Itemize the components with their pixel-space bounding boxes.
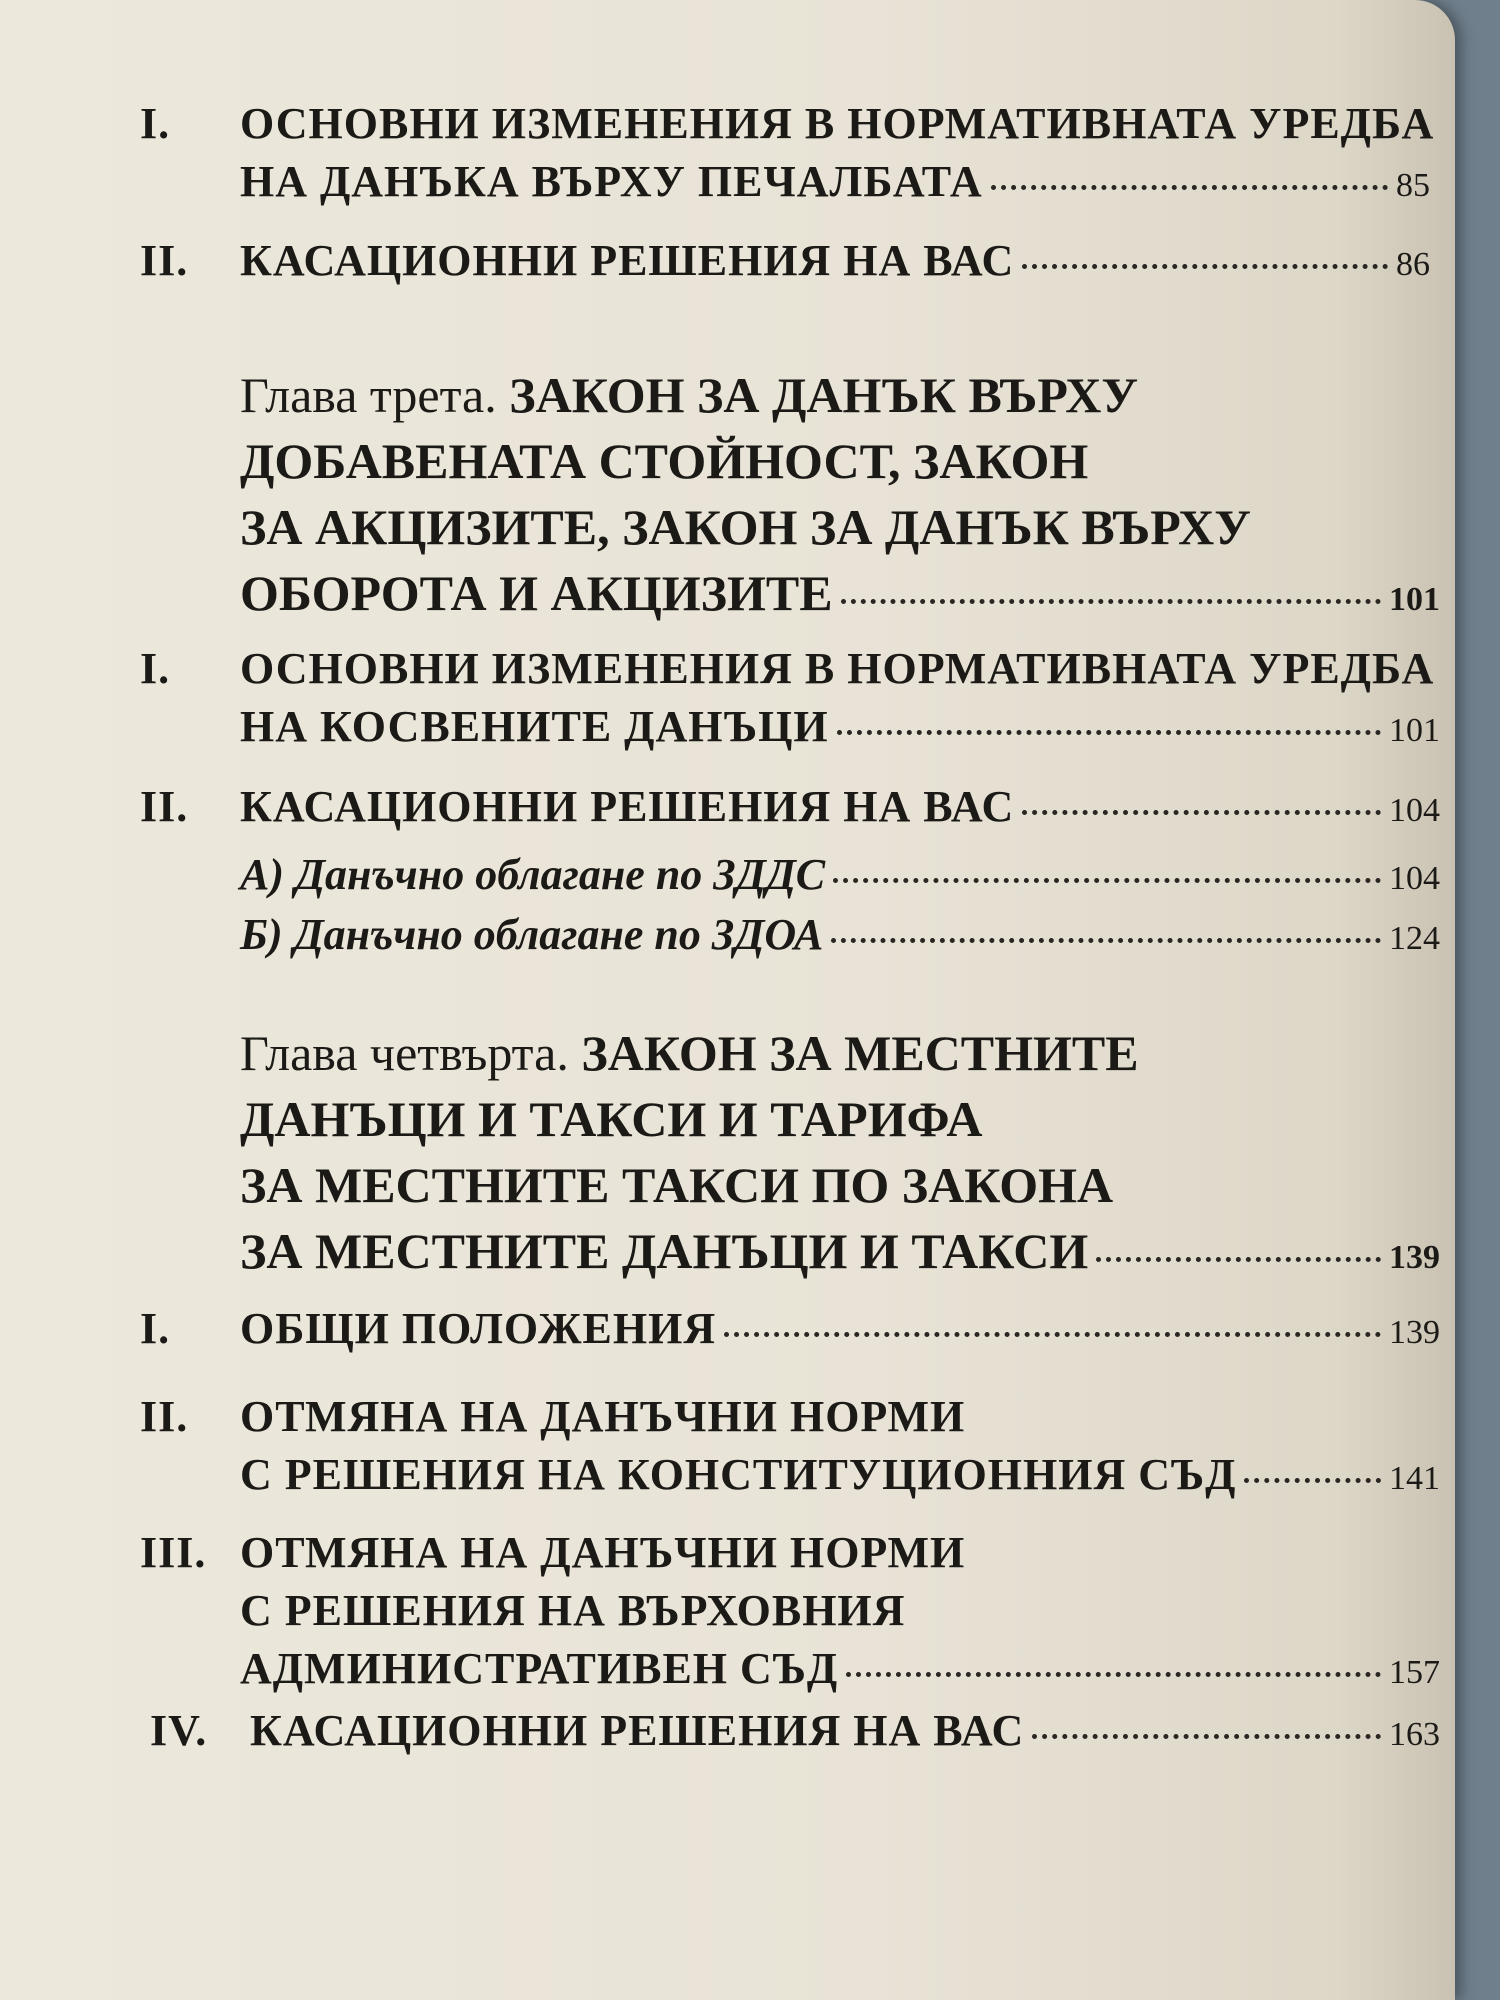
page-number: 139 [1389,1239,1440,1276]
toc-subentry [240,906,1440,968]
page-number: 101 [1389,581,1440,618]
subentry-title: А) Данъчно облагане по ЗДДС [240,850,826,899]
subentry-title: Б) Данъчно облагане по ЗДОА [240,910,824,959]
entry-number: II. [140,782,189,831]
dot-leader [1244,1478,1381,1483]
chapter-label: Глава четвърта. [240,1025,569,1081]
entry-number: II. [140,236,189,285]
entry-title-line: НА ДАНЪКА ВЪРХУ ПЕЧАЛБАТА [240,157,983,206]
page-number: 104 [1389,860,1440,897]
page-number: 163 [1389,1716,1440,1753]
dot-leader [991,185,1388,190]
entry-number: II. [140,1392,189,1441]
page-number: 104 [1389,792,1440,829]
dot-leader [846,1672,1381,1677]
page-number: 157 [1389,1654,1440,1691]
chapter-title-line: ДОБАВЕНАТА СТОЙНОСТ, ЗАКОН [240,433,1089,489]
page-number: 85 [1396,167,1430,204]
entry-title-line: ОТМЯНА НА ДАНЪЧНИ НОРМИ [240,1392,966,1441]
entry-title-line: ОСНОВНИ ИЗМЕНЕНИЯ В НОРМАТИВНАТА УРЕДБА [240,644,1435,693]
dot-leader [837,730,1381,735]
dot-leader [1022,810,1381,815]
chapter-title-line: ЗА МЕСТНИТЕ ТАКСИ ПО ЗАКОНА [240,1157,1114,1213]
entry-title-line: КАСАЦИОННИ РЕШЕНИЯ НА ВАС [240,782,1015,831]
entry-number: I. [140,99,171,148]
page-number: 139 [1389,1314,1440,1351]
chapter-label: Глава трета. [240,367,497,423]
dot-leader [833,878,1381,883]
entry-title-line: С РЕШЕНИЯ НА ВЪРХОВНИЯ [240,1586,906,1635]
entry-title-line: ОБЩИ ПОЛОЖЕНИЯ [240,1304,717,1353]
toc-subentry [240,846,1440,908]
entry-number: III. [140,1528,207,1577]
page-number: 141 [1389,1460,1440,1497]
dot-leader [831,938,1381,943]
entry-number: IV. [150,1706,208,1755]
entry-title-line: АДМИНИСТРАТИВЕН СЪД [240,1644,839,1693]
dot-leader [1032,1734,1381,1739]
entry-title-line: ОСНОВНИ ИЗМЕНЕНИЯ В НОРМАТИВНАТА УРЕДБА [240,99,1435,148]
entry-number: I. [140,644,171,693]
chapter-title-line: ЗА АКЦИЗИТЕ, ЗАКОН ЗА ДАНЪК ВЪРХУ [240,499,1251,555]
dot-leader [1022,264,1388,269]
page-number: 124 [1389,920,1440,957]
dot-leader [1096,1257,1381,1262]
chapter-title-line: ЗАКОН ЗА МЕСТНИТЕ [581,1025,1139,1081]
page-number: 101 [1389,712,1440,749]
entry-title-line: КАСАЦИОННИ РЕШЕНИЯ НА ВАС [240,236,1015,285]
entry-title-line: ОТМЯНА НА ДАНЪЧНИ НОРМИ [240,1528,966,1577]
chapter-heading [240,362,1440,633]
chapter-title-line: ДАНЪЦИ И ТАКСИ И ТАРИФА [240,1091,983,1147]
dot-leader [841,599,1381,604]
entry-title-line: КАСАЦИОННИ РЕШЕНИЯ НА ВАС [250,1706,1025,1755]
page-number: 86 [1396,246,1430,283]
entry-title-line: С РЕШЕНИЯ НА КОНСТИТУЦИОННИЯ СЪД [240,1450,1237,1499]
chapter-title-line: ЗАКОН ЗА ДАНЪК ВЪРХУ [509,367,1139,423]
chapter-heading [240,1020,1440,1291]
entry-number: I. [140,1304,171,1353]
chapter-title-line: ЗА МЕСТНИТЕ ДАНЪЦИ И ТАКСИ [240,1223,1089,1279]
chapter-title-line: ОБОРОТА И АКЦИЗИТЕ [240,565,833,621]
dot-leader [724,1332,1381,1337]
entry-title-line: НА КОСВЕНИТЕ ДАНЪЦИ [240,702,829,751]
